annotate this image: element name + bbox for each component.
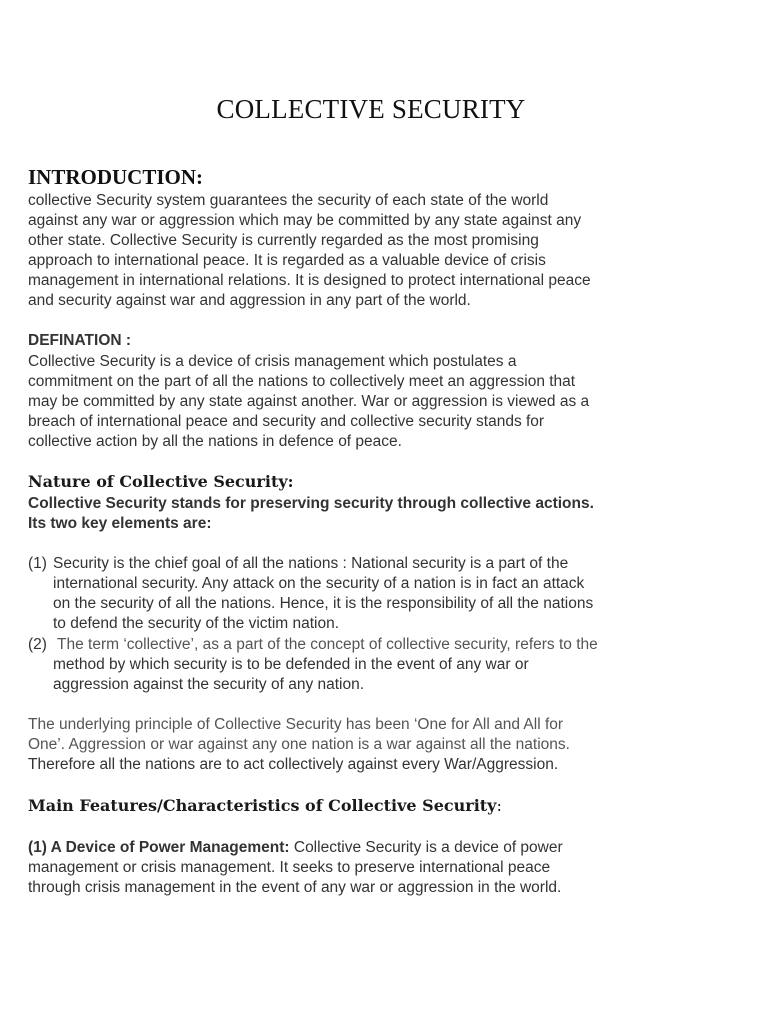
nature-lead-paragraph [28,494,594,534]
list-number: (2) [28,636,47,653]
text-line: aggression against the security of any nation. [53,676,365,693]
features-heading-text: Main Features/Characteristics of Collective Security [28,796,497,815]
text-line: international security. Any attack on the security of a nation is in fact an attack [53,575,585,592]
feature-item-1 [28,838,668,898]
text-line: approach to international peace. It is regarded as a valuable device of crisis [28,252,546,269]
text-line: may be committed by any state against another. War or aggression is viewed as a [28,393,590,410]
text-line: Collective Security is a device of crisis management which postulates a [28,353,517,370]
text-line: breach of international peace and security and collective security stands for [28,413,545,430]
list-item-body [53,554,593,634]
text-line: Security is the chief goal of all the nations : National security is a part of the [53,555,569,572]
introduction-paragraph [28,191,668,311]
text-line: The underlying principle of Collective Security has been ‘One for All and All for [28,716,564,733]
feature-item-1-label: (1) A Device of Power Management: [28,839,290,856]
text-line: Therefore all the nations are to act collectively against every War/Aggression. [28,756,559,773]
text-line: method by which security is to be defended in the event of any war or [53,656,529,673]
text-line: collective action by all the nations in defence of peace. [28,433,402,450]
text-line: other state. Collective Security is currently regarded as the most promising [28,232,539,249]
text-line: against any war or aggression which may be committed by any state against any [28,212,582,229]
document-title: COLLECTIVE SECURITY [216,94,526,124]
list-number: (1) [28,555,47,572]
definition-paragraph [28,352,668,452]
principle-paragraph [28,715,668,775]
text-line: through crisis management in the event of any war or aggression in the world. [28,879,562,896]
text-line: collective Security system guarantees the security of each state of the world [28,192,549,209]
text-line: on the security of all the nations. Hence, it is the responsibility of all the nations [53,595,594,612]
text-line: commitment on the part of all the nations to collectively meet an aggression that [28,373,576,390]
text-line: management in international relations. It is designed to protect international peace [28,272,591,289]
text-line [28,838,668,858]
text-line: The term ‘collective’, as a part of the concept of collective security, refers to the [53,636,598,653]
features-heading [28,796,502,815]
text-line: management or crisis management. It seeks to preserve international peace [28,859,551,876]
definition-heading: DEFINATION : [28,332,132,349]
text-line: Collective Security stands for preserving security through collective actions. [28,495,594,512]
list-item-body [53,635,598,695]
introduction-heading: INTRODUCTION: [28,165,204,189]
text-line: and security against war and aggression in any part of the world. [28,292,471,309]
nature-heading: Nature of Collective Security: [28,472,294,491]
text-line: to defend the security of the victim nation. [53,615,340,632]
text-line: One’. Aggression or war against any one nation is a war against all the nations. [28,736,570,753]
text-line: Its two key elements are: [28,515,212,532]
feature-item-1-text: Collective Security is a device of power [289,839,563,856]
features-heading-colon: : [496,796,502,815]
